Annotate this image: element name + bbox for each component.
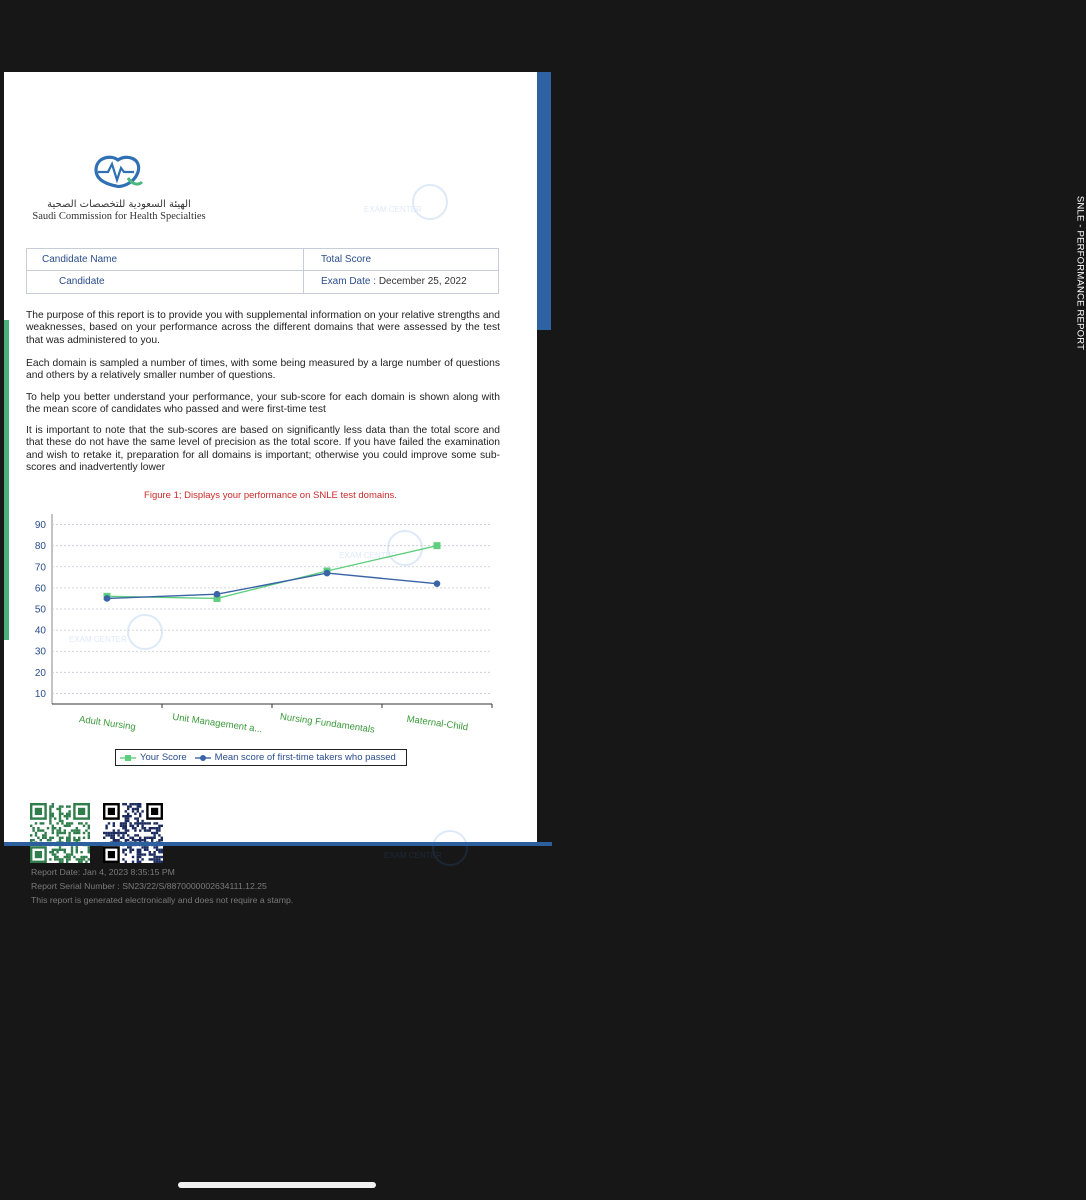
watermark-label: EXAM CENTER — [364, 205, 422, 214]
candidate-id-label: Candidate — [59, 276, 105, 287]
page-bottom-rule — [4, 842, 552, 846]
candidate-name-label: Candidate Name — [42, 254, 118, 265]
x-category-label: Unit Management a... — [171, 711, 264, 736]
y-tick-label: 90 — [34, 520, 46, 532]
series-line — [107, 546, 437, 599]
home-indicator[interactable] — [178, 1182, 376, 1188]
organization-name-arabic: الهيئة السعودية للتخصصات الصحية — [47, 199, 191, 210]
y-tick-label: 10 — [34, 688, 46, 700]
data-point-circle — [214, 591, 221, 598]
y-tick-label: 20 — [34, 667, 46, 679]
exam-center-watermark — [364, 184, 464, 228]
watermark-label: EXAM CENTER — [339, 551, 397, 560]
figure-caption: Figure 1; Displays your performance on SNLE test domains. — [144, 490, 397, 501]
qr-code — [30, 803, 90, 863]
chart-legend — [115, 749, 407, 766]
candidate-info-table — [26, 248, 499, 294]
y-tick-label: 30 — [34, 646, 46, 658]
data-point-circle — [434, 580, 441, 587]
data-point-circle — [104, 595, 111, 602]
watermark-label: EXAM CENTER — [69, 635, 127, 644]
legend-label: Your Score — [140, 752, 187, 763]
exam-date-label: Exam Date : — [321, 276, 377, 287]
exam-center-watermark — [384, 830, 484, 874]
left-accent-bar — [4, 320, 9, 640]
organization-name-english: Saudi Commission for Health Specialties — [32, 211, 206, 222]
series-line — [107, 573, 437, 598]
circle-marker-icon — [195, 754, 211, 762]
report-sidebar-tab — [537, 72, 1086, 351]
report-serial-number: Report Serial Number : SN23/22/S/8870000002634111.12.25 — [31, 881, 267, 891]
paragraph-precision: It is important to note that the sub-scores are based on significantly less data than the total score and that these do not have the same level of precision as the total score. If you have failed the examination and wish to retake it, preparation for all domains is important; otherwise you could improve some sub-scores and inadvertently lower — [26, 425, 500, 473]
legend-item-mean-score — [195, 752, 396, 763]
electronic-report-note: This report is generated electronically and does not require a stamp. — [31, 895, 294, 905]
total-score-label: Total Score — [321, 254, 372, 265]
data-point-circle — [324, 570, 331, 577]
organization-logo — [88, 150, 148, 192]
paragraph-sampling: Each domain is sampled a number of times, with some being measured by a large number of questions and others by a relatively smaller number of questions. — [26, 358, 500, 382]
watermark-label: EXAM CENTER — [384, 851, 442, 860]
data-point-square — [434, 542, 441, 549]
exam-date — [321, 276, 467, 287]
x-category-label: Maternal-Child — [405, 713, 469, 734]
x-category-label: Nursing Fundamentals — [279, 711, 376, 736]
sidebar-title: SNLE - PERFORMANCE REPORT — [1074, 195, 1086, 351]
y-tick-label: 60 — [34, 583, 46, 595]
performance-line-chart — [8, 504, 508, 744]
y-tick-label: 40 — [34, 625, 46, 637]
paragraph-subscore: To help you better understand your performance, your sub-score for each domain is shown along with the mean score of candidates who passed and were first-time test — [26, 392, 500, 416]
x-category-label: Adult Nursing — [78, 714, 137, 733]
y-tick-label: 50 — [34, 604, 46, 616]
y-tick-label: 70 — [34, 562, 46, 574]
square-marker-icon — [120, 754, 136, 762]
report-page — [4, 72, 537, 905]
y-tick-label: 80 — [34, 541, 46, 553]
report-date: Report Date: Jan 4, 2023 8:35:15 PM — [31, 867, 175, 877]
exam-date-value: December 25, 2022 — [378, 276, 467, 287]
legend-item-your-score — [120, 752, 187, 763]
paragraph-purpose: The purpose of this report is to provide you with supplemental information on your relative strengths and weaknesses, based on your performance across the different domains that were assessed by the test that was administered to you. — [26, 310, 500, 346]
qr-code — [103, 803, 163, 863]
legend-label: Mean score of first-time takers who passed — [214, 752, 396, 763]
